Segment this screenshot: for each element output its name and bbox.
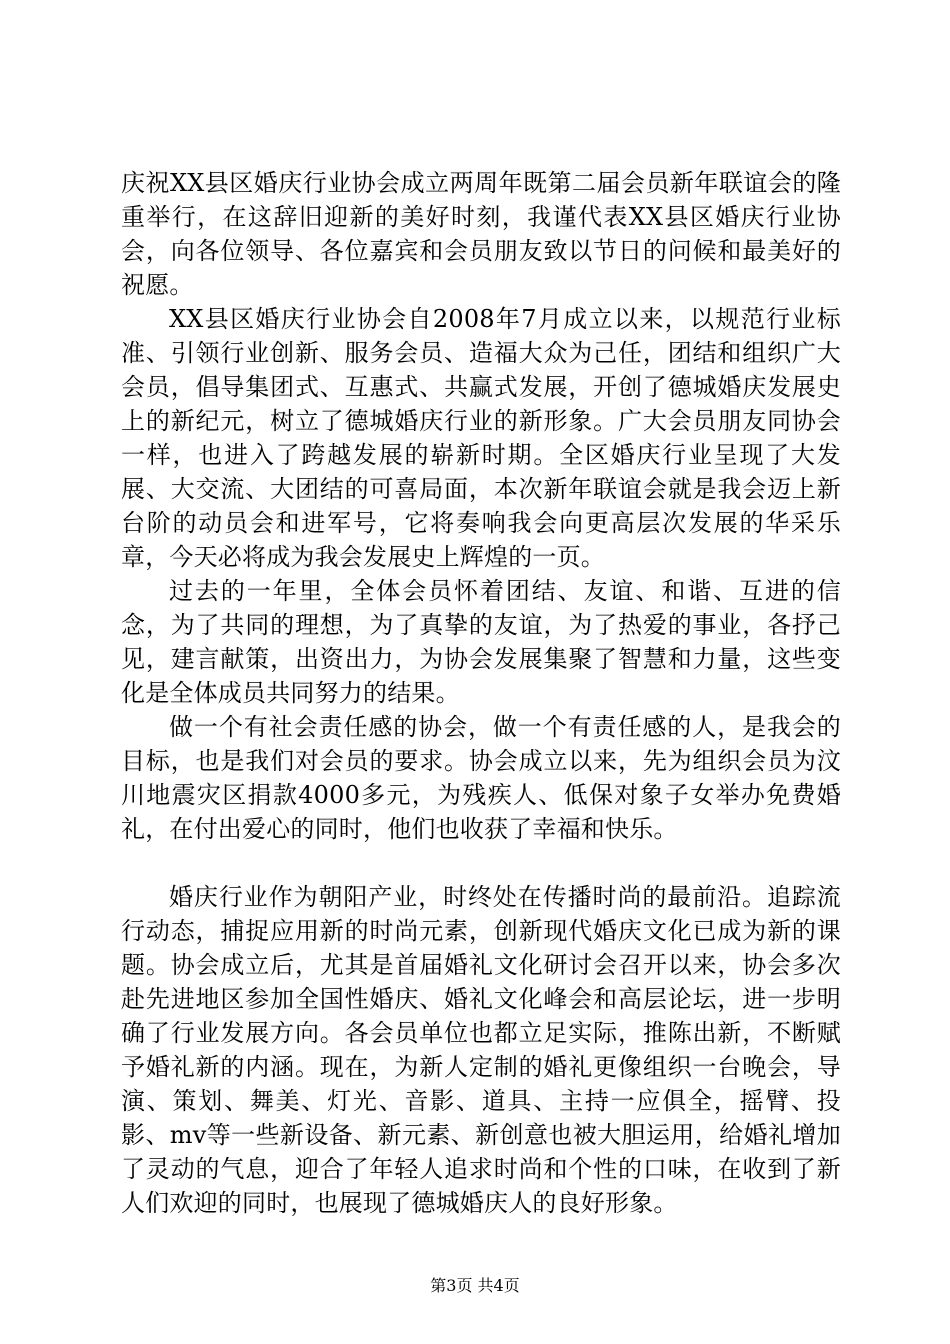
paragraph-3: 过去的一年里，全体会员怀着团结、友谊、和谐、互进的信念，为了共同的理想，为了真挚的友谊，为了热爱的事业，各抒己见，建言献策，出资出力，为协会发展集聚了智慧和力量，这些变化是全体成员共同努力的结果。 <box>121 577 841 707</box>
paragraph-1: 庆祝XX县区婚庆行业协会成立两周年既第二届会员新年联谊会的隆重举行，在这辞旧迎新的美好时刻，我谨代表XX县区婚庆行业协会，向各位领导、各位嘉宾和会员朋友致以节日的问候和最美好的祝愿。 <box>121 169 841 299</box>
paragraph-2: XX县区婚庆行业协会自2008年7月成立以来，以规范行业标准、引领行业创新、服务会员、造福大众为己任，团结和组织广大会员，倡导集团式、互惠式、共赢式发展，开创了德城婚庆发展史上的新纪元，树立了德城婚庆行业的新形象。广大会员朋友同协会一样，也进入了跨越发展的崭新时期。全区婚庆行业呈现了大发展、大交流、大团结的可喜局面，本次新年联谊会就是我会迈上新台阶的动员会和进军号，它将奏响我会向更高层次发展的华采乐章，今天必将成为我会发展史上辉煌的一页。 <box>121 305 841 571</box>
page-footer: 第3页 共4页 <box>430 1276 520 1295</box>
paragraph-4: 做一个有社会责任感的协会，做一个有责任感的人，是我会的目标，也是我们对会员的要求。协会成立以来，先为组织会员为汶川地震灾区捐款4000多元，为残疾人、低保对象子女举办免费婚礼，在付出爱心的同时，他们也收获了幸福和快乐。 <box>121 713 841 843</box>
document-body <box>121 166 841 1220</box>
paragraph-spacer <box>121 846 841 880</box>
paragraph-5: 婚庆行业作为朝阳产业，时终处在传播时尚的最前沿。追踪流行动态，捕捉应用新的时尚元素，创新现代婚庆文化已成为新的课题。协会成立后，尤其是首届婚礼文化研讨会召开以来，协会多次赴先进地区参加全国性婚庆、婚礼文化峰会和高层论坛，进一步明确了行业发展方向。各会员单位也都立足实际，推陈出新，不断赋予婚礼新的内涵。现在，为新人定制的婚礼更像组织一台晚会，导演、策划、舞美、灯光、音影、道具、主持一应俱全，摇臂、投影、mv等一些新设备、新元素、新创意也被大胆运用，给婚礼增加了灵动的气息，迎合了年轻人追求时尚和个性的口味，在收到了新人们欢迎的同时，也展现了德城婚庆人的良好形象。 <box>121 883 841 1217</box>
